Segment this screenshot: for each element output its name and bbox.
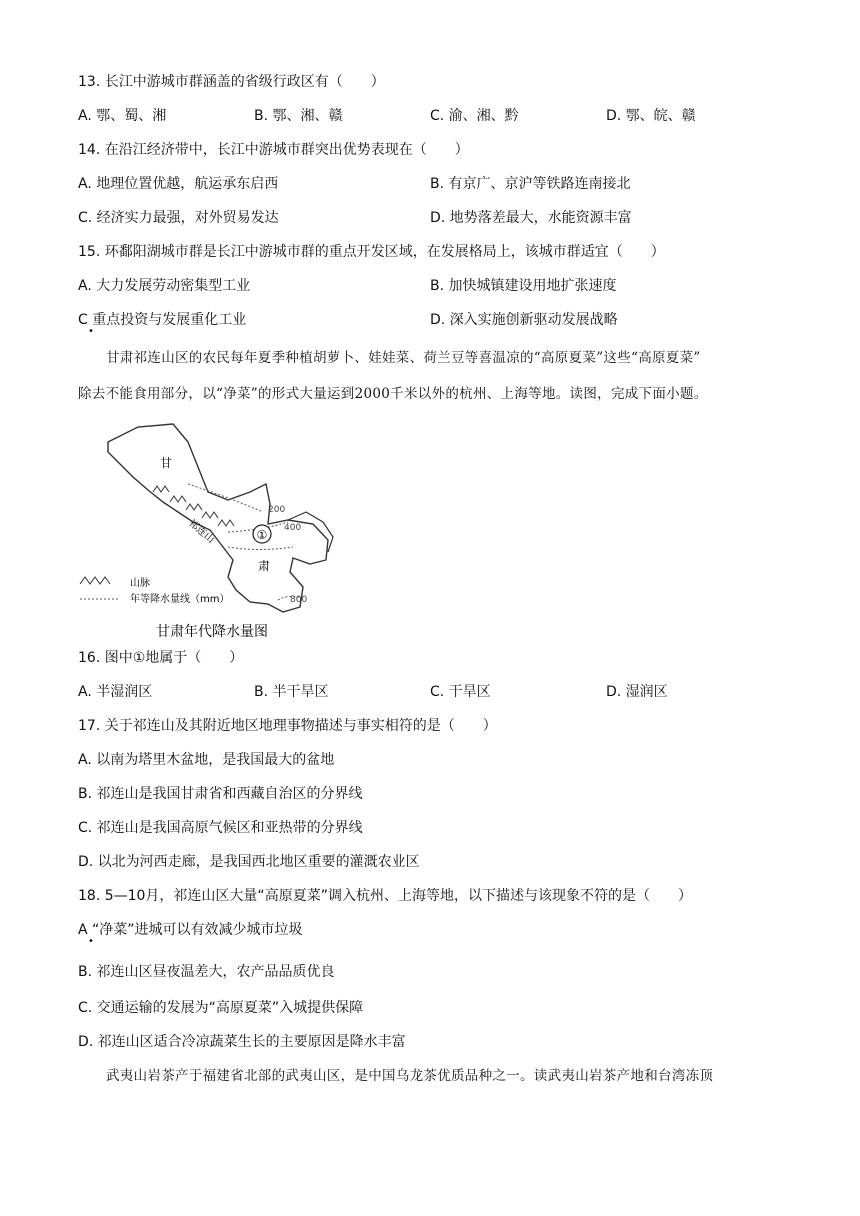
q15-option-a: A. 大力发展劳动密集型工业	[78, 278, 251, 294]
q16-stem: 16. 图中①地属于（ ）	[78, 650, 244, 666]
q15-option-c: C 重点投资与发展重化工业	[78, 312, 247, 328]
q13-option-a: A. 鄂、蜀、湘	[78, 108, 167, 124]
q16-option-a: A. 半湿润区	[78, 684, 153, 700]
q17-stem: 17. 关于祁连山及其附近地区地理事物描述与事实相符的是（ ）	[78, 718, 497, 734]
q15-stem: 15. 环鄱阳湖城市群是长江中游城市群的重点开发区域，在发展格局上，该城市群适宜（ ）	[78, 244, 665, 260]
intro-para-2-line-1: 武夷山岩茶产于福建省北部的武夷山区，是中国乌龙茶优质品种之一。读武夷山岩茶产地和台湾冻顶	[106, 1068, 714, 1084]
q14-option-c: C. 经济实力最强，对外贸易发达	[78, 210, 279, 226]
option-a-dot: •	[88, 936, 94, 947]
legend-isohyet-label: 年等降水量线（mm）	[130, 594, 230, 605]
legend-mountain-label: 山脉	[130, 578, 150, 589]
q13-option-d: D. 鄂、皖、赣	[606, 108, 696, 124]
label-qilian: 祁连山	[186, 517, 217, 546]
q14-option-d: D. 地势落差最大，水能资源丰富	[430, 210, 632, 226]
q13-stem: 13. 长江中游城市群涵盖的省级行政区有（ ）	[78, 74, 385, 90]
q17-option-d: D. 以北为河西走廊，是我国西北地区重要的灌溉农业区	[78, 854, 420, 870]
q15-option-b: B. 加快城镇建设用地扩张速度	[430, 278, 617, 294]
label-iso-400: 400	[284, 523, 302, 533]
q18-option-a: A “净菜”进城可以有效减少城市垃圾	[78, 922, 303, 938]
label-iso-200: 200	[268, 505, 286, 515]
q17-option-a: A. 以南为塔里木盆地，是我国最大的盆地	[78, 752, 335, 768]
label-gan: 甘	[160, 456, 173, 470]
label-iso-800: 800	[290, 595, 308, 605]
map-title: 甘肃年代降水量图	[156, 624, 268, 640]
q16-option-b: B. 半干旱区	[254, 684, 329, 700]
option-c-dot: •	[88, 326, 94, 337]
q17-option-c: C. 祁连山是我国高原气候区和亚热带的分界线	[78, 820, 363, 836]
q13-option-b: B. 鄂、湘、赣	[254, 108, 343, 124]
q14-stem: 14. 在沿江经济带中，长江中游城市群突出优势表现在（ ）	[78, 142, 469, 158]
label-su: 肃	[258, 559, 271, 573]
q17-option-b: B. 祁连山是我国甘肃省和西藏自治区的分界线	[78, 786, 363, 802]
intro-para-2	[78, 1058, 784, 1094]
q18-option-b: B. 祁连山区昼夜温差大，农产品品质优良	[78, 964, 335, 980]
q15-option-d: D. 深入实施创新驱动发展战略	[430, 312, 618, 328]
isohyet-400b	[228, 547, 293, 550]
intro-para-1-line-1: 甘肃祁连山区的农民每年夏季种植胡萝卜、娃娃菜、荷兰豆等喜温凉的“高原夏菜”这些“高原夏菜”	[106, 350, 701, 366]
point-1-label: ①	[256, 528, 268, 542]
q16-option-c: C. 干旱区	[430, 684, 491, 700]
q18-option-d: D. 祁连山区适合冷凉蔬菜生长的主要原因是降水丰富	[78, 1034, 406, 1050]
q14-option-a: A. 地理位置优越，航运承东启西	[78, 176, 279, 192]
q16-option-d: D. 湿润区	[606, 684, 668, 700]
q18-option-c: C. 交通运输的发展为“高原夏菜”入城提供保障	[78, 1000, 364, 1016]
isohyet-200	[188, 484, 263, 512]
gansu-precipitation-map	[78, 412, 346, 644]
q14-option-b: B. 有京广、京沪等铁路连南接北	[430, 176, 631, 192]
q13-option-c: C. 渝、湘、黔	[430, 108, 519, 124]
q18-stem: 18. 5—10月，祁连山区大量“高原夏菜”调入杭州、上海等地，以下描述与该现象不符的是（ ）	[78, 888, 692, 904]
intro-para-1	[78, 340, 784, 412]
intro-para-1-line-2: 除去不能食用部分，以“净菜”的形式大量运到2000千米以外的杭州、上海等地。读图，完成下面小题。	[78, 386, 708, 402]
legend-mountain-icon	[80, 577, 110, 584]
